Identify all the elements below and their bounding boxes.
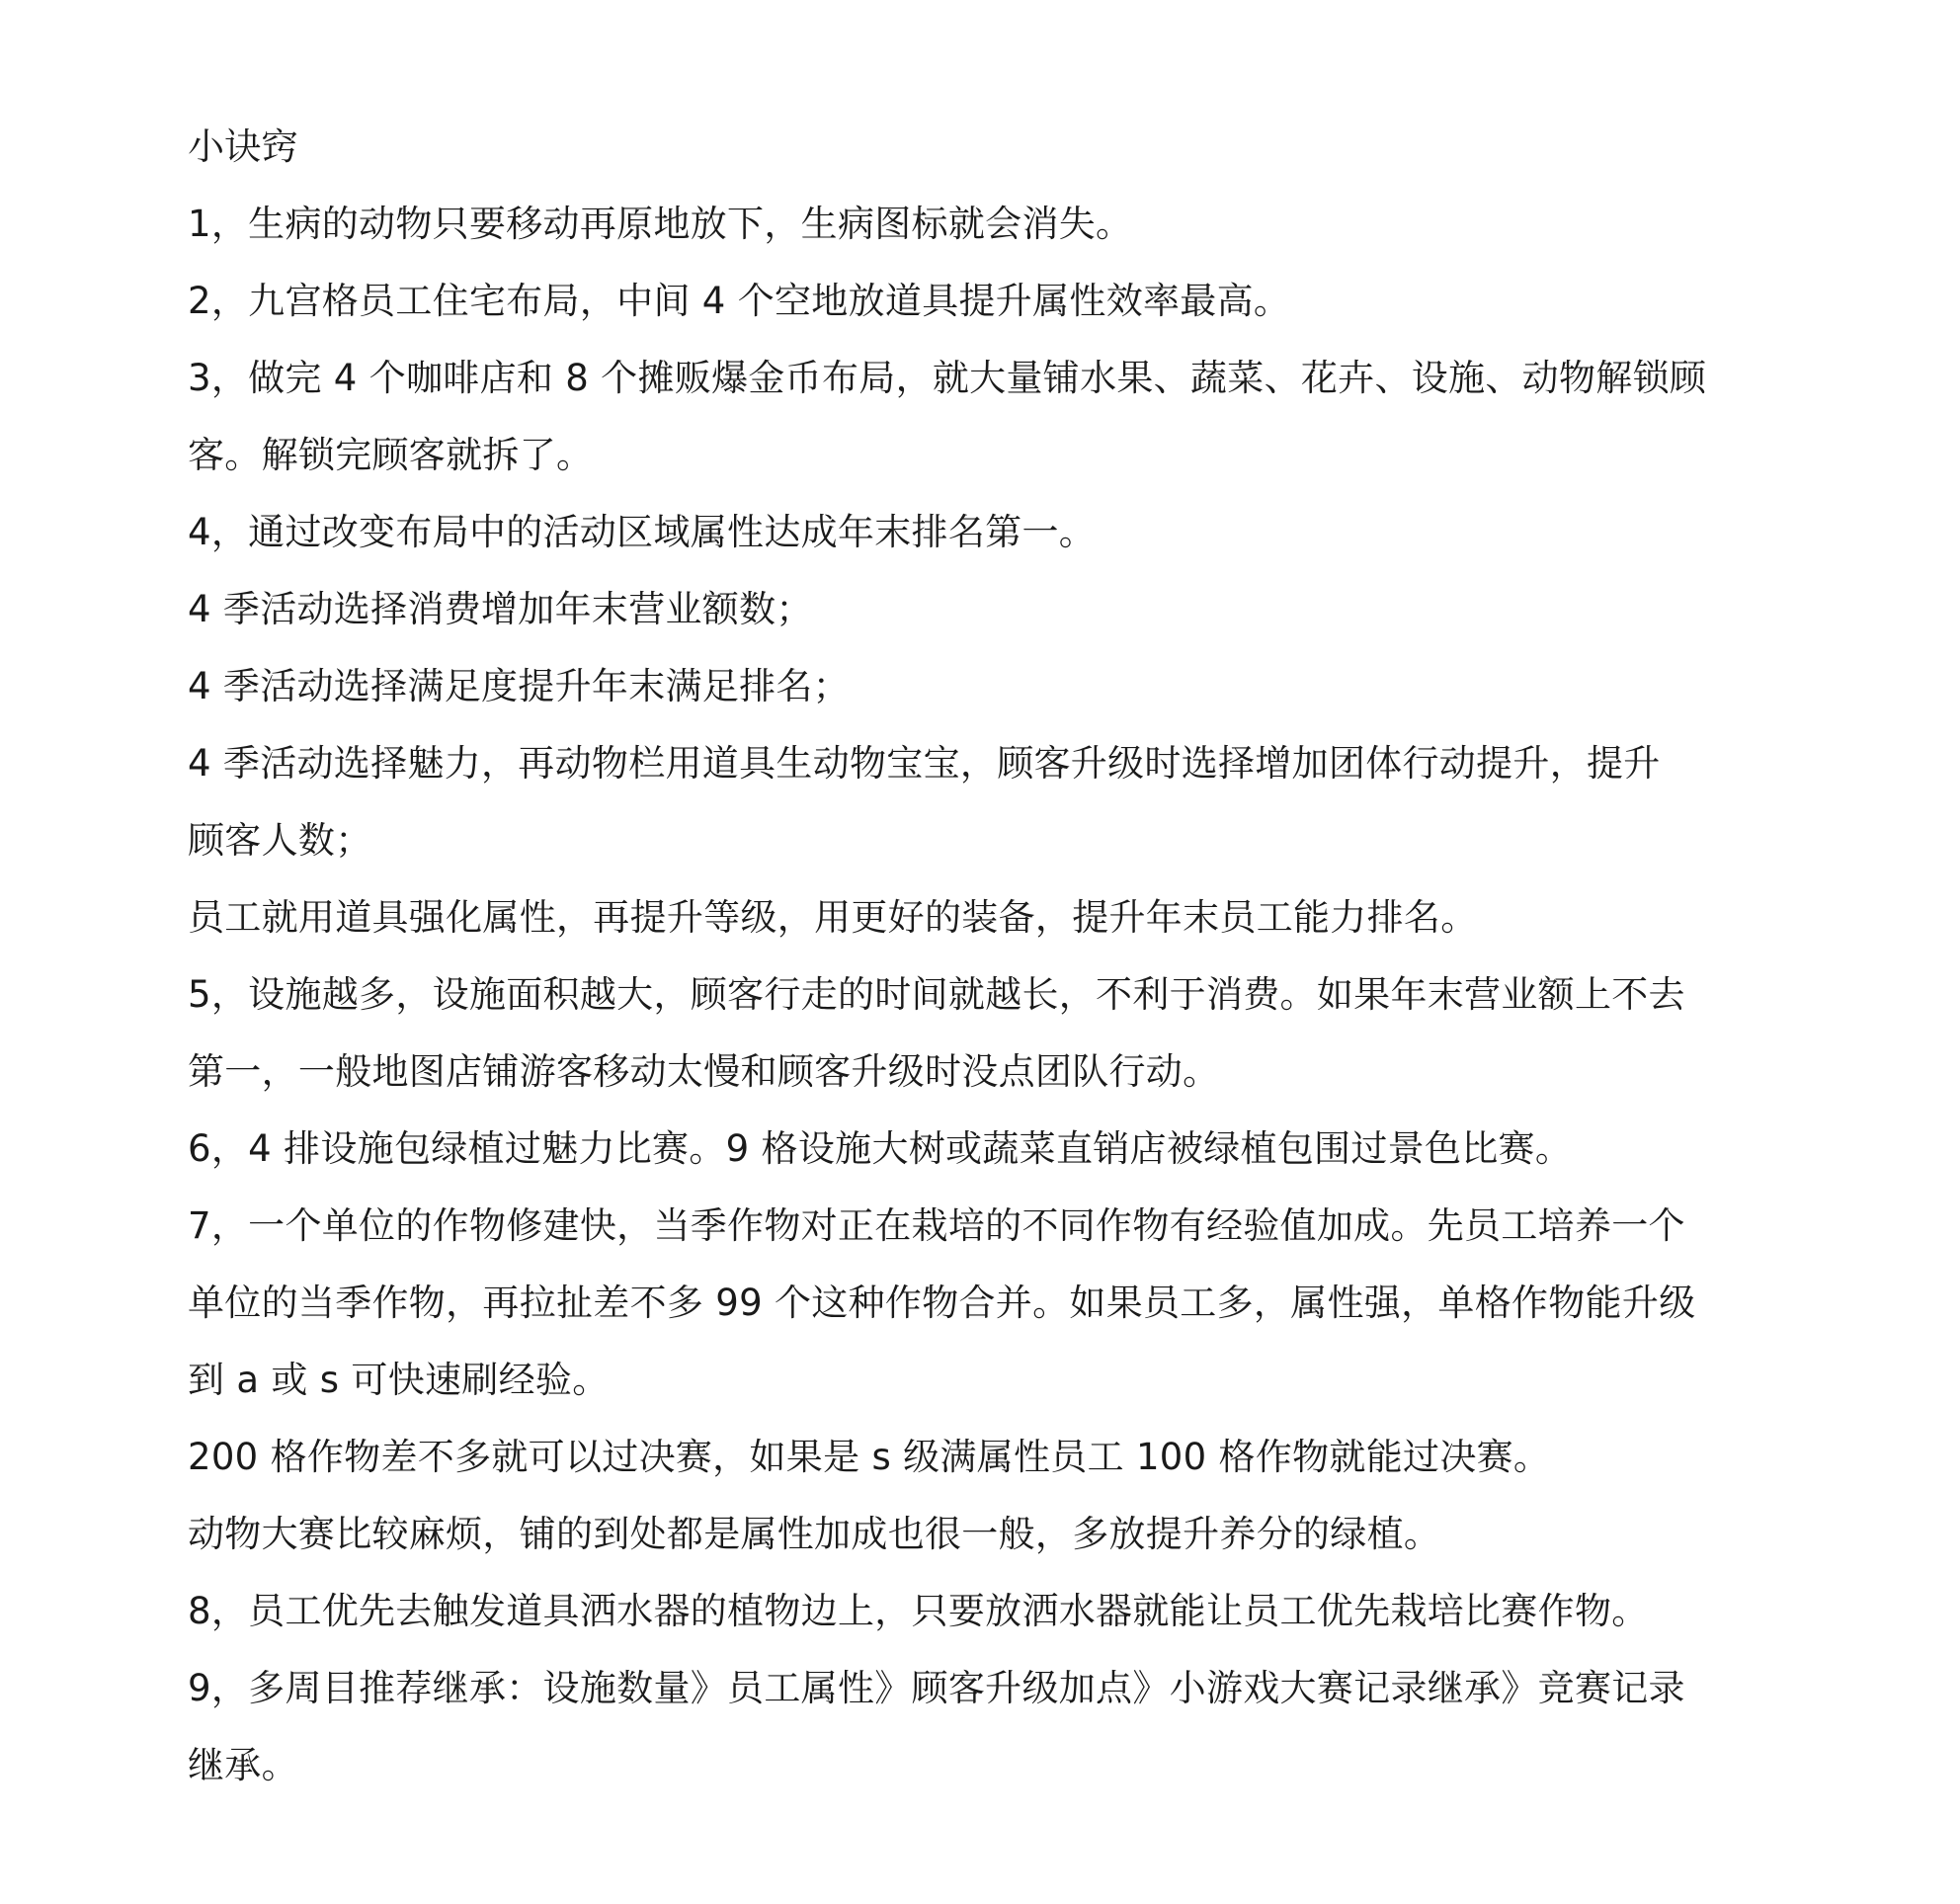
tip-item-5	[188, 956, 1783, 1111]
tip-line: 第一，一般地图店铺游客移动太慢和顾客升级时没点团队行动。	[188, 1050, 1220, 1093]
tip-item-1	[188, 186, 1783, 263]
tip-line: 4 季活动选择消费增加年末营业额数；	[188, 588, 813, 630]
document-title: 小诀窍	[188, 125, 298, 168]
tip-line: 4，通过改变布局中的活动区域属性达成年末排名第一。	[188, 511, 1097, 553]
tip-subitem-animal-contest	[188, 1496, 1783, 1573]
tip-item-9	[188, 1650, 1783, 1804]
document-body	[188, 109, 1783, 1804]
tip-line: 到 a 或 s 可快速刷经验。	[188, 1359, 610, 1401]
tip-subitem-staff	[188, 879, 1783, 956]
tip-line: 200 格作物差不多就可以过决赛，如果是 s 级满属性员工 100 格作物就能过决赛。	[188, 1436, 1551, 1478]
tip-item-4	[188, 494, 1783, 571]
tip-line: 员工就用道具强化属性，再提升等级，用更好的装备，提升年末员工能力排名。	[188, 896, 1478, 939]
tip-item-6	[188, 1111, 1783, 1188]
tip-line: 9，多周目推荐继承：设施数量》员工属性》顾客升级加点》小游戏大赛记录继承》竞赛记录	[188, 1667, 1685, 1709]
tip-line: 4 季活动选择满足度提升年末满足排名；	[188, 665, 851, 707]
tip-subitem-charm	[188, 725, 1783, 879]
tip-subitem-consumption	[188, 571, 1783, 648]
tip-line: 8，员工优先去触发道具洒水器的植物边上，只要放洒水器就能让员工优先栽培比赛作物。	[188, 1590, 1649, 1632]
tip-line: 客。解锁完顾客就拆了。	[188, 434, 594, 476]
tip-line: 1，生病的动物只要移动再原地放下，生病图标就会消失。	[188, 203, 1133, 245]
tip-item-2	[188, 263, 1783, 340]
tip-item-3	[188, 340, 1783, 494]
tip-subitem-finals	[188, 1419, 1783, 1496]
tip-item-8	[188, 1573, 1783, 1650]
tip-line: 2，九宫格员工住宅布局，中间 4 个空地放道具提升属性效率最高。	[188, 280, 1291, 322]
tip-line: 单位的当季作物，再拉扯差不多 99 个这种作物合并。如果员工多，属性强，单格作物能升级	[188, 1282, 1696, 1324]
tip-line: 6，4 排设施包绿植过魅力比赛。9 格设施大树或蔬菜直销店被绿植包围过景色比赛。	[188, 1127, 1573, 1170]
tip-line: 动物大赛比较麻烦，铺的到处都是属性加成也很一般，多放提升养分的绿植。	[188, 1513, 1441, 1555]
tip-line: 5，设施越多，设施面积越大，顾客行走的时间就越长，不利于消费。如果年末营业额上不去	[188, 973, 1685, 1016]
tip-line: 顾客人数；	[188, 819, 372, 862]
tip-line: 4 季活动选择魅力，再动物栏用道具生动物宝宝，顾客升级时选择增加团体行动提升，提升	[188, 742, 1661, 785]
tip-line: 继承。	[188, 1744, 298, 1786]
tip-line: 7，一个单位的作物修建快，当季作物对正在栽培的不同作物有经验值加成。先员工培养一个	[188, 1204, 1685, 1247]
tip-item-7	[188, 1188, 1783, 1419]
tip-subitem-satisfaction	[188, 648, 1783, 725]
tip-line: 3，做完 4 个咖啡店和 8 个摊贩爆金币布局，就大量铺水果、蔬菜、花卉、设施、动物解锁顾	[188, 357, 1707, 399]
